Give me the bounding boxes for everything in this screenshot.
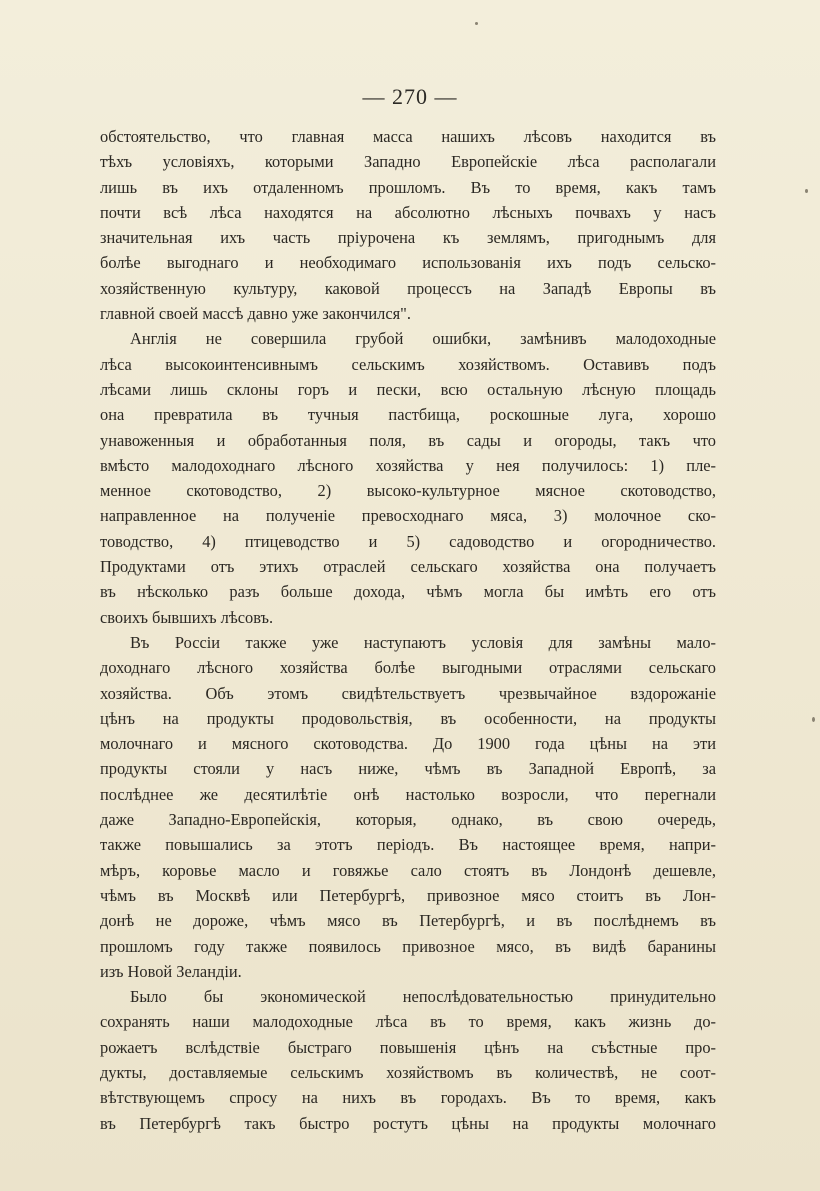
paragraph [100,124,716,326]
text-line: она превратила въ тучныя пастбища, роскошные луга, хорошо [100,405,716,425]
text-line: даже Западно-Европейскія, которыя, однако, въ свою очередь, [100,810,716,830]
text-line: мѣръ, коровье масло и говяжье сало стоятъ въ Лондонѣ дешевле, [100,860,716,880]
text-line: Англія не совершила грубой ошибки, замѣнивъ малодоходные [130,329,716,349]
text-line: значительная ихъ часть пріурочена къ землямъ, пригоднымъ для [100,228,716,248]
text-line: менное скотоводство, 2) высоко-культурное мясное скотоводство, [100,481,716,501]
page-body-text [100,124,716,1136]
text-line: тѣхъ условіяхъ, которыми Западно Европейскіе лѣса располагали [100,152,716,172]
text-line: болѣе выгоднаго и необходимаго использованія ихъ подъ сельско- [100,253,716,273]
text-line: обстоятельство, что главная масса нашихъ лѣсовъ находится въ [100,127,716,146]
page-number: — 270 — [362,84,458,109]
text-line: вѣтствующемъ спросу на нихъ въ городахъ. Въ то время, какъ [100,1088,716,1108]
text-line: Въ Россіи также уже наступаютъ условія для замѣны мало- [130,632,716,652]
ink-speck [812,717,815,722]
text-line: товодство, 4) птицеводство и 5) садоводство и огородничество. [100,531,716,551]
text-line: донѣ не дороже, чѣмъ мясо въ Петербургѣ, и въ послѣднемъ въ [100,911,716,931]
text-line: прошломъ году также появилось привозное мясо, въ видѣ баранины [100,936,716,956]
text-line: цѣнъ на продукты продовольствія, въ особенности, на продукты [100,708,716,728]
text-line: въ Петербургѣ такъ быстро ростутъ цѣны на продукты молочнаго [100,1113,716,1133]
text-line: сохранять наши малодоходные лѣса въ то время, какъ жизнь до- [100,1012,716,1032]
text-line: чѣмъ въ Москвѣ или Петербургѣ, привозное мясо стоитъ въ Лон- [100,885,716,905]
text-line: направленное на полученіе превосходнаго мяса, 3) молочное ско- [100,506,716,526]
text-line: доходнаго лѣсного хозяйства болѣе выгодными отраслями сельскаго [100,658,716,678]
ink-speck [805,189,808,193]
paragraph [100,326,716,630]
text-line: рожаетъ вслѣдствіе быстраго повышенія цѣнъ на съѣстные про- [100,1037,716,1057]
text-line: хозяйственную культуру, каковой процессъ на Западѣ Европы въ [100,278,716,298]
text-line: лѣсами лишь склоны горъ и пески, всю остальную лѣсную площадь [100,379,716,399]
text-line: Было бы экономической непослѣдовательностью принудительно [130,987,716,1007]
text-line: почти всѣ лѣса находятся на абсолютно лѣсныхъ почвахъ у насъ [100,202,716,222]
text-line: также повышались за этотъ періодъ. Въ настоящее время, напри- [100,835,716,855]
text-line: послѣднее же десятилѣтіе онѣ настолько возросли, что перегнали [100,784,716,804]
text-line: унавоженныя и обработанныя поля, въ сады и огороды, такъ что [100,430,716,450]
paragraph [100,630,716,984]
text-line: вмѣсто малодоходнаго лѣсного хозяйства у нея получилось: 1) пле- [100,455,716,475]
text-line: Продуктами отъ этихъ отраслей сельскаго хозяйства она получаетъ [100,557,716,577]
paragraph [100,984,716,1136]
text-line: лишь въ ихъ отдаленномъ прошломъ. Въ то время, какъ тамъ [100,177,716,197]
text-line: лѣса высокоинтенсивнымъ сельскимъ хозяйствомъ. Оставивъ подъ [100,354,716,374]
text-line: дукты, доставляемые сельскимъ хозяйствомъ въ количествѣ, не соот- [100,1062,716,1082]
text-line: хозяйства. Объ этомъ свидѣтельствуетъ чрезвычайное вздорожаніе [100,683,716,703]
text-line: въ нѣсколько разъ больше дохода, чѣмъ могла бы имѣть его отъ [100,582,716,602]
text-line: молочнаго и мясного скотоводства. До 1900 года цѣны на эти [100,734,716,754]
text-line: продукты стояли у насъ ниже, чѣмъ въ Западной Европѣ, за [100,759,716,779]
text-line: своихъ бывшихъ лѣсовъ. [100,607,274,627]
text-line: изъ Новой Зеландіи. [100,961,242,981]
ink-speck [475,22,478,25]
text-line: главной своей массѣ давно уже закончился". [100,304,411,324]
